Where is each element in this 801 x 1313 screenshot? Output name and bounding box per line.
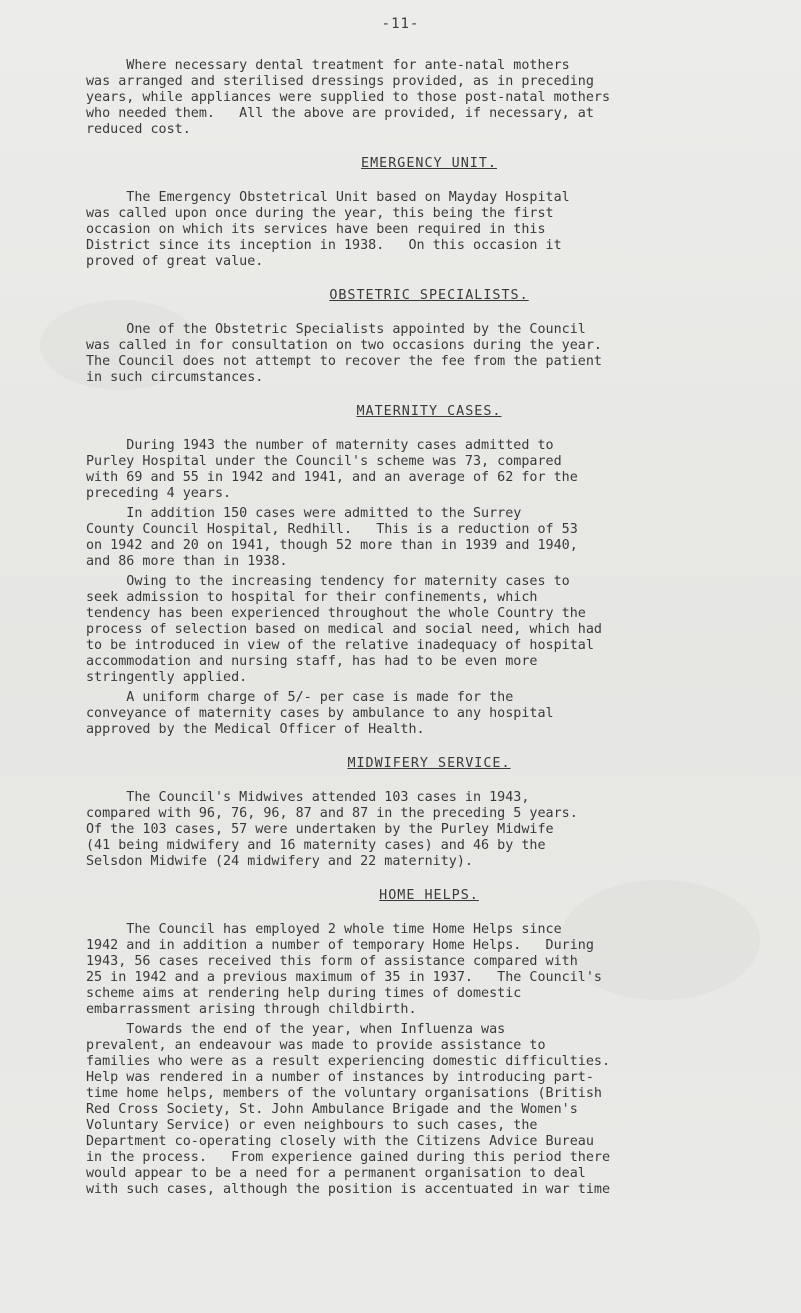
- text-line: stringently applied.: [86, 670, 248, 685]
- document-body: [86, 58, 772, 1198]
- text-line: One of the Obstetric Specialists appointed by the Council: [86, 322, 586, 337]
- text-line: District since its inception in 1938. On this occasion it: [86, 238, 562, 253]
- text-line: prevalent, an endeavour was made to provide assistance to: [86, 1038, 546, 1053]
- text-line: conveyance of maternity cases by ambulance to any hospital: [86, 706, 554, 721]
- text-line: in the process. From experience gained during this period there: [86, 1150, 611, 1165]
- text-line: time home helps, members of the voluntary organisations (British: [86, 1086, 602, 1101]
- text-line: approved by the Medical Officer of Health.: [86, 722, 425, 737]
- text-line: families who were as a result experiencing domestic difficulties.: [86, 1054, 611, 1069]
- text-line: Selsdon Midwife (24 midwifery and 22 maternity).: [86, 854, 473, 869]
- text-line: scheme aims at rendering help during times of domestic: [86, 986, 522, 1001]
- text-line: was called upon once during the year, this being the first: [86, 206, 554, 221]
- text-line: 25 in 1942 and a previous maximum of 35 in 1937. The Council's: [86, 970, 602, 985]
- text-line: Owing to the increasing tendency for maternity cases to: [86, 574, 570, 589]
- text-line: years, while appliances were supplied to those post-natal mothers: [86, 90, 611, 105]
- paragraph-maternity-cases-1: [86, 438, 772, 502]
- paragraph-maternity-cases-2: [86, 506, 772, 570]
- paragraph-intro-1: [86, 58, 772, 138]
- text-line: occasion on which its services have been required in this: [86, 222, 546, 237]
- text-line: A uniform charge of 5/- per case is made for the: [86, 690, 514, 705]
- text-line: During 1943 the number of maternity cases admitted to: [86, 438, 554, 453]
- section-heading-home-helps: HOME HELPS.: [379, 888, 479, 903]
- text-line: embarrassment arising through childbirth.: [86, 1002, 417, 1017]
- text-line: seek admission to hospital for their confinements, which: [86, 590, 538, 605]
- text-line: 1942 and in addition a number of temporary Home Helps. During: [86, 938, 594, 953]
- paragraph-obstetric-specialists-1: [86, 322, 772, 386]
- text-line: Purley Hospital under the Council's scheme was 73, compared: [86, 454, 562, 469]
- text-line: process of selection based on medical and social need, which had: [86, 622, 602, 637]
- text-line: tendency has been experienced throughout the whole Country the: [86, 606, 586, 621]
- section-heading-maternity-cases: MATERNITY CASES.: [356, 404, 502, 419]
- text-line: would appear to be a need for a permanent organisation to deal: [86, 1166, 586, 1181]
- page-number: -11-: [381, 16, 420, 32]
- text-line: with such cases, although the position is accentuated in war time: [86, 1182, 611, 1197]
- text-line: compared with 96, 76, 96, 87 and 87 in the preceding 5 years.: [86, 806, 578, 821]
- text-line: The Emergency Obstetrical Unit based on Mayday Hospital: [86, 190, 570, 205]
- text-line: Where necessary dental treatment for ante-natal mothers: [86, 58, 570, 73]
- text-line: Red Cross Society, St. John Ambulance Brigade and the Women's: [86, 1102, 578, 1117]
- text-line: County Council Hospital, Redhill. This is a reduction of 53: [86, 522, 578, 537]
- text-line: The Council has employed 2 whole time Home Helps since: [86, 922, 562, 937]
- text-line: in such circumstances.: [86, 370, 264, 385]
- text-line: proved of great value.: [86, 254, 264, 269]
- section-heading-obstetric-specialists: OBSTETRIC SPECIALISTS.: [329, 288, 529, 303]
- section-heading-emergency-unit: EMERGENCY UNIT.: [361, 156, 497, 171]
- text-line: was arranged and sterilised dressings provided, as in preceding: [86, 74, 594, 89]
- text-line: (41 being midwifery and 16 maternity cases) and 46 by the: [86, 838, 546, 853]
- text-line: with 69 and 55 in 1942 and 1941, and an average of 62 for the: [86, 470, 578, 485]
- text-line: In addition 150 cases were admitted to the Surrey: [86, 506, 522, 521]
- paragraph-maternity-cases-4: [86, 690, 772, 738]
- text-line: Help was rendered in a number of instances by introducing part-: [86, 1070, 594, 1085]
- text-line: Of the 103 cases, 57 were undertaken by the Purley Midwife: [86, 822, 554, 837]
- text-line: preceding 4 years.: [86, 486, 232, 501]
- paragraph-home-helps-2: [86, 1022, 772, 1198]
- text-line: Voluntary Service) or even neighbours to such cases, the: [86, 1118, 538, 1133]
- paragraph-maternity-cases-3: [86, 574, 772, 686]
- text-line: who needed them. All the above are provided, if necessary, at: [86, 106, 594, 121]
- text-line: accommodation and nursing staff, has had to be even more: [86, 654, 538, 669]
- section-heading-midwifery-service: MIDWIFERY SERVICE.: [347, 756, 511, 771]
- paragraph-home-helps-1: [86, 922, 772, 1018]
- text-line: 1943, 56 cases received this form of assistance compared with: [86, 954, 578, 969]
- text-line: was called in for consultation on two occasions during the year.: [86, 338, 602, 353]
- text-line: and 86 more than in 1938.: [86, 554, 288, 569]
- text-line: Department co-operating closely with the Citizens Advice Bureau: [86, 1134, 594, 1149]
- text-line: The Council's Midwives attended 103 cases in 1943,: [86, 790, 530, 805]
- text-line: on 1942 and 20 on 1941, though 52 more than in 1939 and 1940,: [86, 538, 578, 553]
- text-line: to be introduced in view of the relative inadequacy of hospital: [86, 638, 594, 653]
- text-line: reduced cost.: [86, 122, 191, 137]
- text-line: The Council does not attempt to recover the fee from the patient: [86, 354, 602, 369]
- text-line: Towards the end of the year, when Influenza was: [86, 1022, 506, 1037]
- paragraph-midwifery-service-1: [86, 790, 772, 870]
- paragraph-emergency-unit-1: [86, 190, 772, 270]
